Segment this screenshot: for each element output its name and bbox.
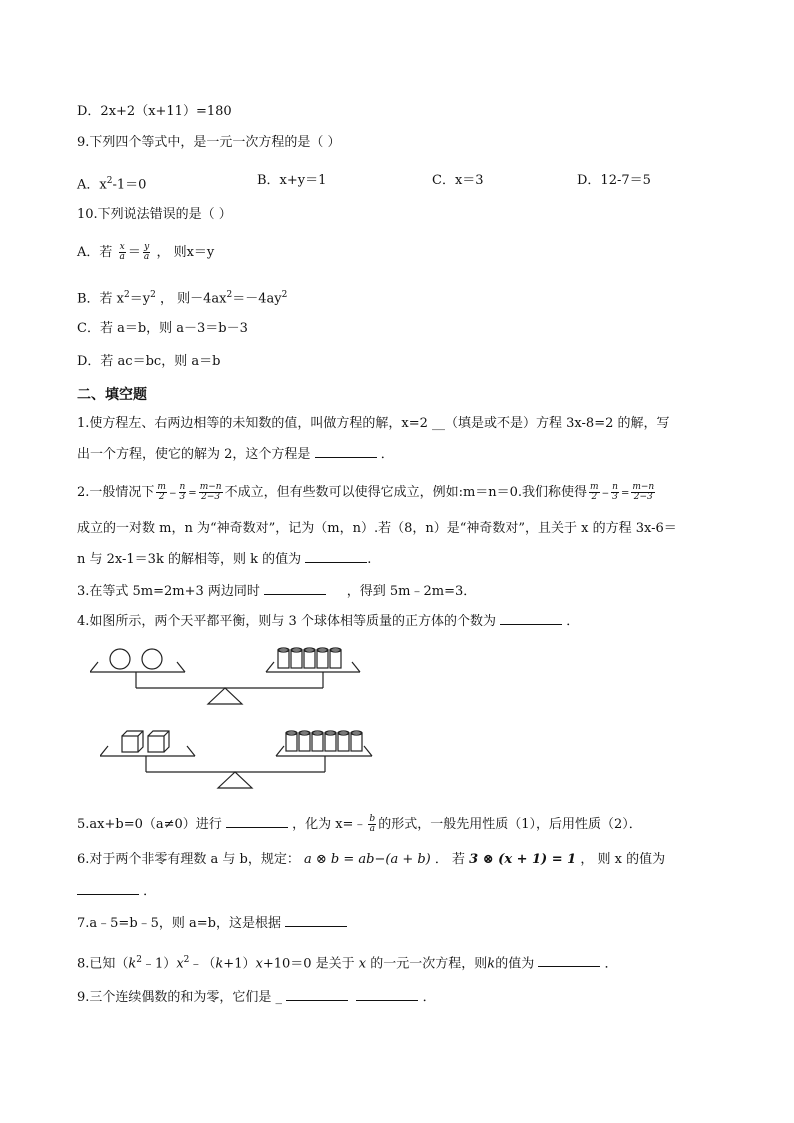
q9-option-a: A．$x^2-1=0$ [77,176,147,193]
q8-option-d: D．2x+2（x+11）=180 [77,104,232,119]
q10-option-a: A．若 $\frac{x}{a}$ ＝ $\frac{y}{a}$ ， 则x＝y [77,242,215,262]
f3-line: 3.在等式 5m=2m+3 两边同时 ，得到 5m﹣2m=3． [77,584,477,599]
q9-option-c: C．x＝3 [432,173,484,188]
answer-blank[interactable] [356,988,418,1001]
balance-figure-2 [100,722,390,794]
f8-line: 8.已知$(k^2﹣1)x^2﹣(k+1)x+10=0$ 是关于 x 的一元一次方程，则k的值为 ． [77,955,618,972]
answer-blank[interactable] [264,582,326,595]
answer-blank[interactable] [315,445,377,458]
q10-option-c: C．若 a＝b，则 a－3＝b－3 [77,321,248,336]
q9-option-b: B．x+y＝1 [257,173,327,188]
f9-line: 9.三个连续偶数的和为零，它们是 _ ． [77,990,436,1005]
f4-line: 4.如图所示，两个天平都平衡，则与 3 个球体相等质量的正方体的个数为 ． [77,614,580,629]
section-title: 二、填空题 [77,387,147,403]
answer-blank[interactable] [286,988,348,1001]
q10-stem: 10.下列说法错误的是（ ） [77,207,232,222]
f1-line1: 1.使方程左、右两边相等的未知数的值，叫做方程的解，x=2 __（填是或不是）方程 3x-8=2 的解，写 [77,416,670,431]
answer-blank[interactable] [77,882,139,895]
q9-option-d: D．12-7＝5 [577,173,651,188]
f5-line: 5.ax+b=0（a≠0）进行 ，化为 x=﹣ $\frac{b}{a}$ 的形式，一般先用性质（1），后用性质（2）． [77,814,642,834]
f2-line3: n 与 2x-1＝3k 的解相等，则 k 的值为 . [77,552,372,567]
f2-line1: 2.一般情况下 $\frac{m}{2}$ − $\frac{n}{3}$ = $\frac{m-n}{2-3}$ 不成立，但有些数可以使得它成立，例如:m＝n＝0.我们称使得 $\frac{m}{2}$ − $\frac{n}{3}$ = $\frac{m-n}{2-3}$ [77,482,655,502]
answer-blank[interactable] [285,914,347,927]
answer-blank[interactable] [538,954,600,967]
f7-line: 7.a﹣5=b﹣5，则 a=b，这是根据 [77,914,347,933]
answer-blank[interactable] [500,612,562,625]
answer-blank[interactable] [226,815,288,828]
q9-stem: 9.下列四个等式中，是一元一次方程的是（ ） [77,135,341,150]
f6-line1: 6.对于两个非零有理数 a 与 b，规定： a ⊗ b = ab−(a + b) ． 若 3 ⊗ (x + 1) = 1 ， 则 x 的值为 [77,852,666,867]
q10-option-b: B．若 $x^2=y^2$ ， 则$-4ax^2=-4ay^2$ [77,290,288,307]
f2-line2: 成立的一对数 m，n 为“神奇数对”，记为（m，n）.若（8，n）是“神奇数对”，且关于 x 的方程 3x-6＝ [77,521,677,536]
f6-line2: ． [77,882,156,901]
q10-option-d: D．若 ac＝bc，则 a＝b [77,354,221,369]
answer-blank[interactable] [305,550,367,563]
f1-line2: 出一个方程，使它的解为 2，这个方程是 ． [77,447,394,462]
balance-figure-1 [90,640,380,710]
